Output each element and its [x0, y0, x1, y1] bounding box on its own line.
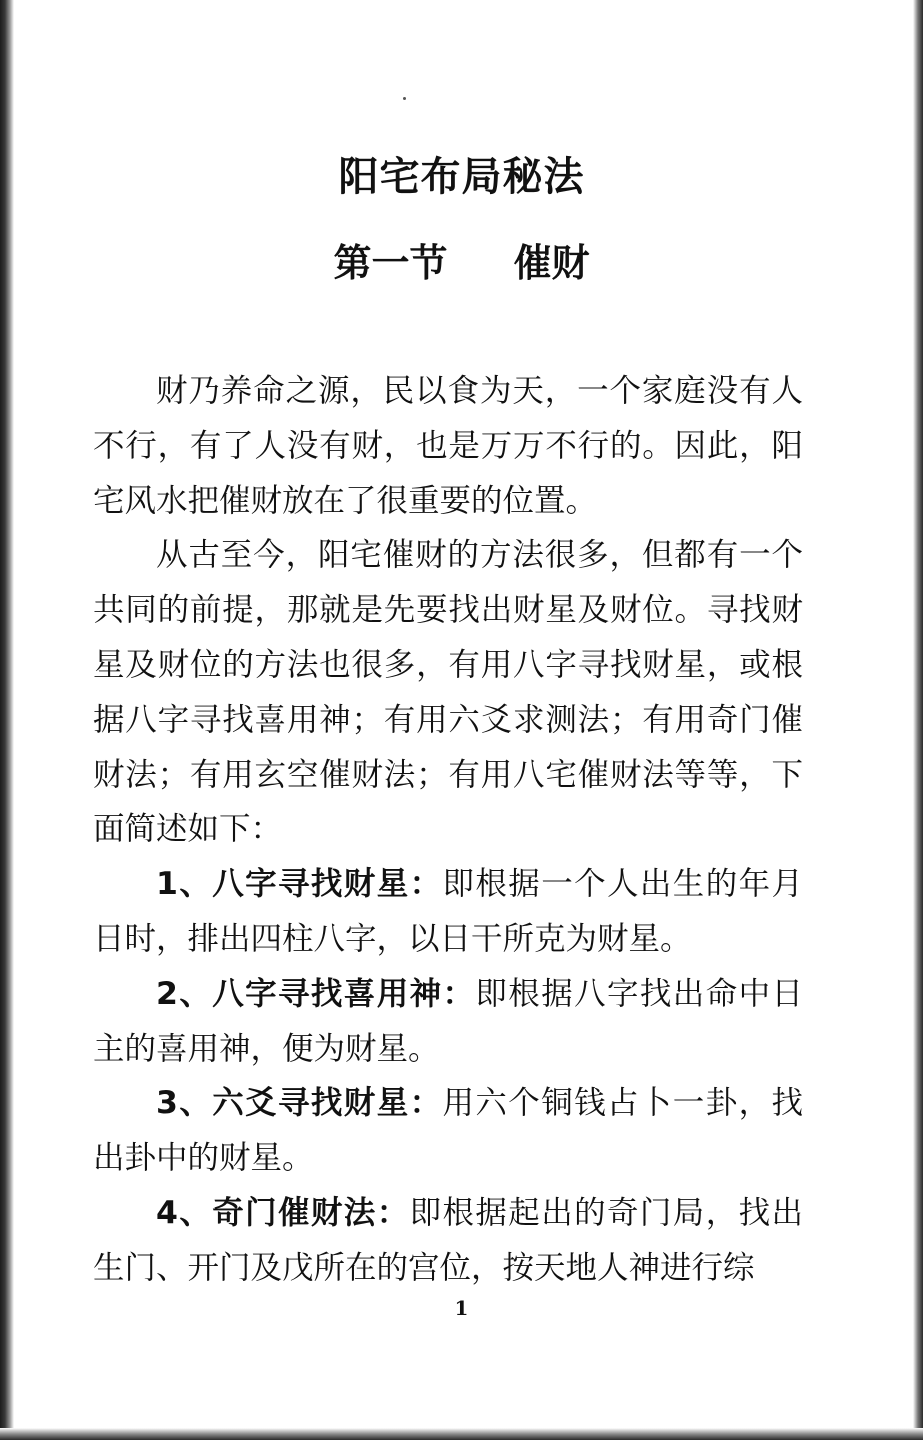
- list-item-label: 2、八字寻找喜用神：: [156, 975, 476, 1012]
- scan-shadow-left: [0, 0, 14, 1440]
- section-name: 催财: [513, 241, 590, 285]
- list-item-label: 3、六爻寻找财星：: [156, 1085, 443, 1122]
- section-heading: [0, 238, 923, 288]
- dust-speck: [403, 97, 406, 100]
- section-number: 第一节: [333, 241, 448, 285]
- body-text: [93, 364, 803, 1296]
- list-item-label: 1、八字寻找财星：: [156, 866, 443, 903]
- page-title: 阳宅布局秘法: [338, 154, 585, 200]
- list-item: [93, 967, 803, 1077]
- page-number: 1: [454, 1296, 469, 1320]
- list-item-text: 用六个铜钱占卜一卦，找出卦中的财星。: [93, 1085, 803, 1177]
- list-item-text: 即根据起出的奇门局，找出生门、开门及戊所在的宫位，按天地人神进行综: [93, 1194, 803, 1286]
- paragraph: 从古至今，阳宅催财的方法很多，但都有一个共同的前提，那就是先要找出财星及财位。寻找财星及财位的方法也很多，有用八字寻找财星，或根据八字寻找喜用神；有用六爻求测法；有用奇门催财法；有用玄空催财法；有用八宅催财法等等，下面简述如下：: [93, 537, 803, 848]
- list-item-text: 即根据一个人出生的年月日时，排出四柱八字，以日干所克为财星。: [93, 866, 803, 957]
- scan-shadow-right: [913, 0, 923, 1440]
- list-item: [93, 1186, 803, 1296]
- list-item: [93, 1076, 803, 1186]
- list-item: [93, 857, 803, 967]
- list-item-label: 4、奇门催财法：: [156, 1194, 410, 1231]
- paragraph: 财乃养命之源，民以食为天，一个家庭没有人不行，有了人没有财，也是万万不行的。因此，阳宅风水把催财放在了很重要的位置。: [93, 373, 803, 519]
- scan-shadow-bottom: [0, 1428, 923, 1440]
- list-item-text: 即根据八字找出命中日主的喜用神，便为财星。: [93, 975, 803, 1067]
